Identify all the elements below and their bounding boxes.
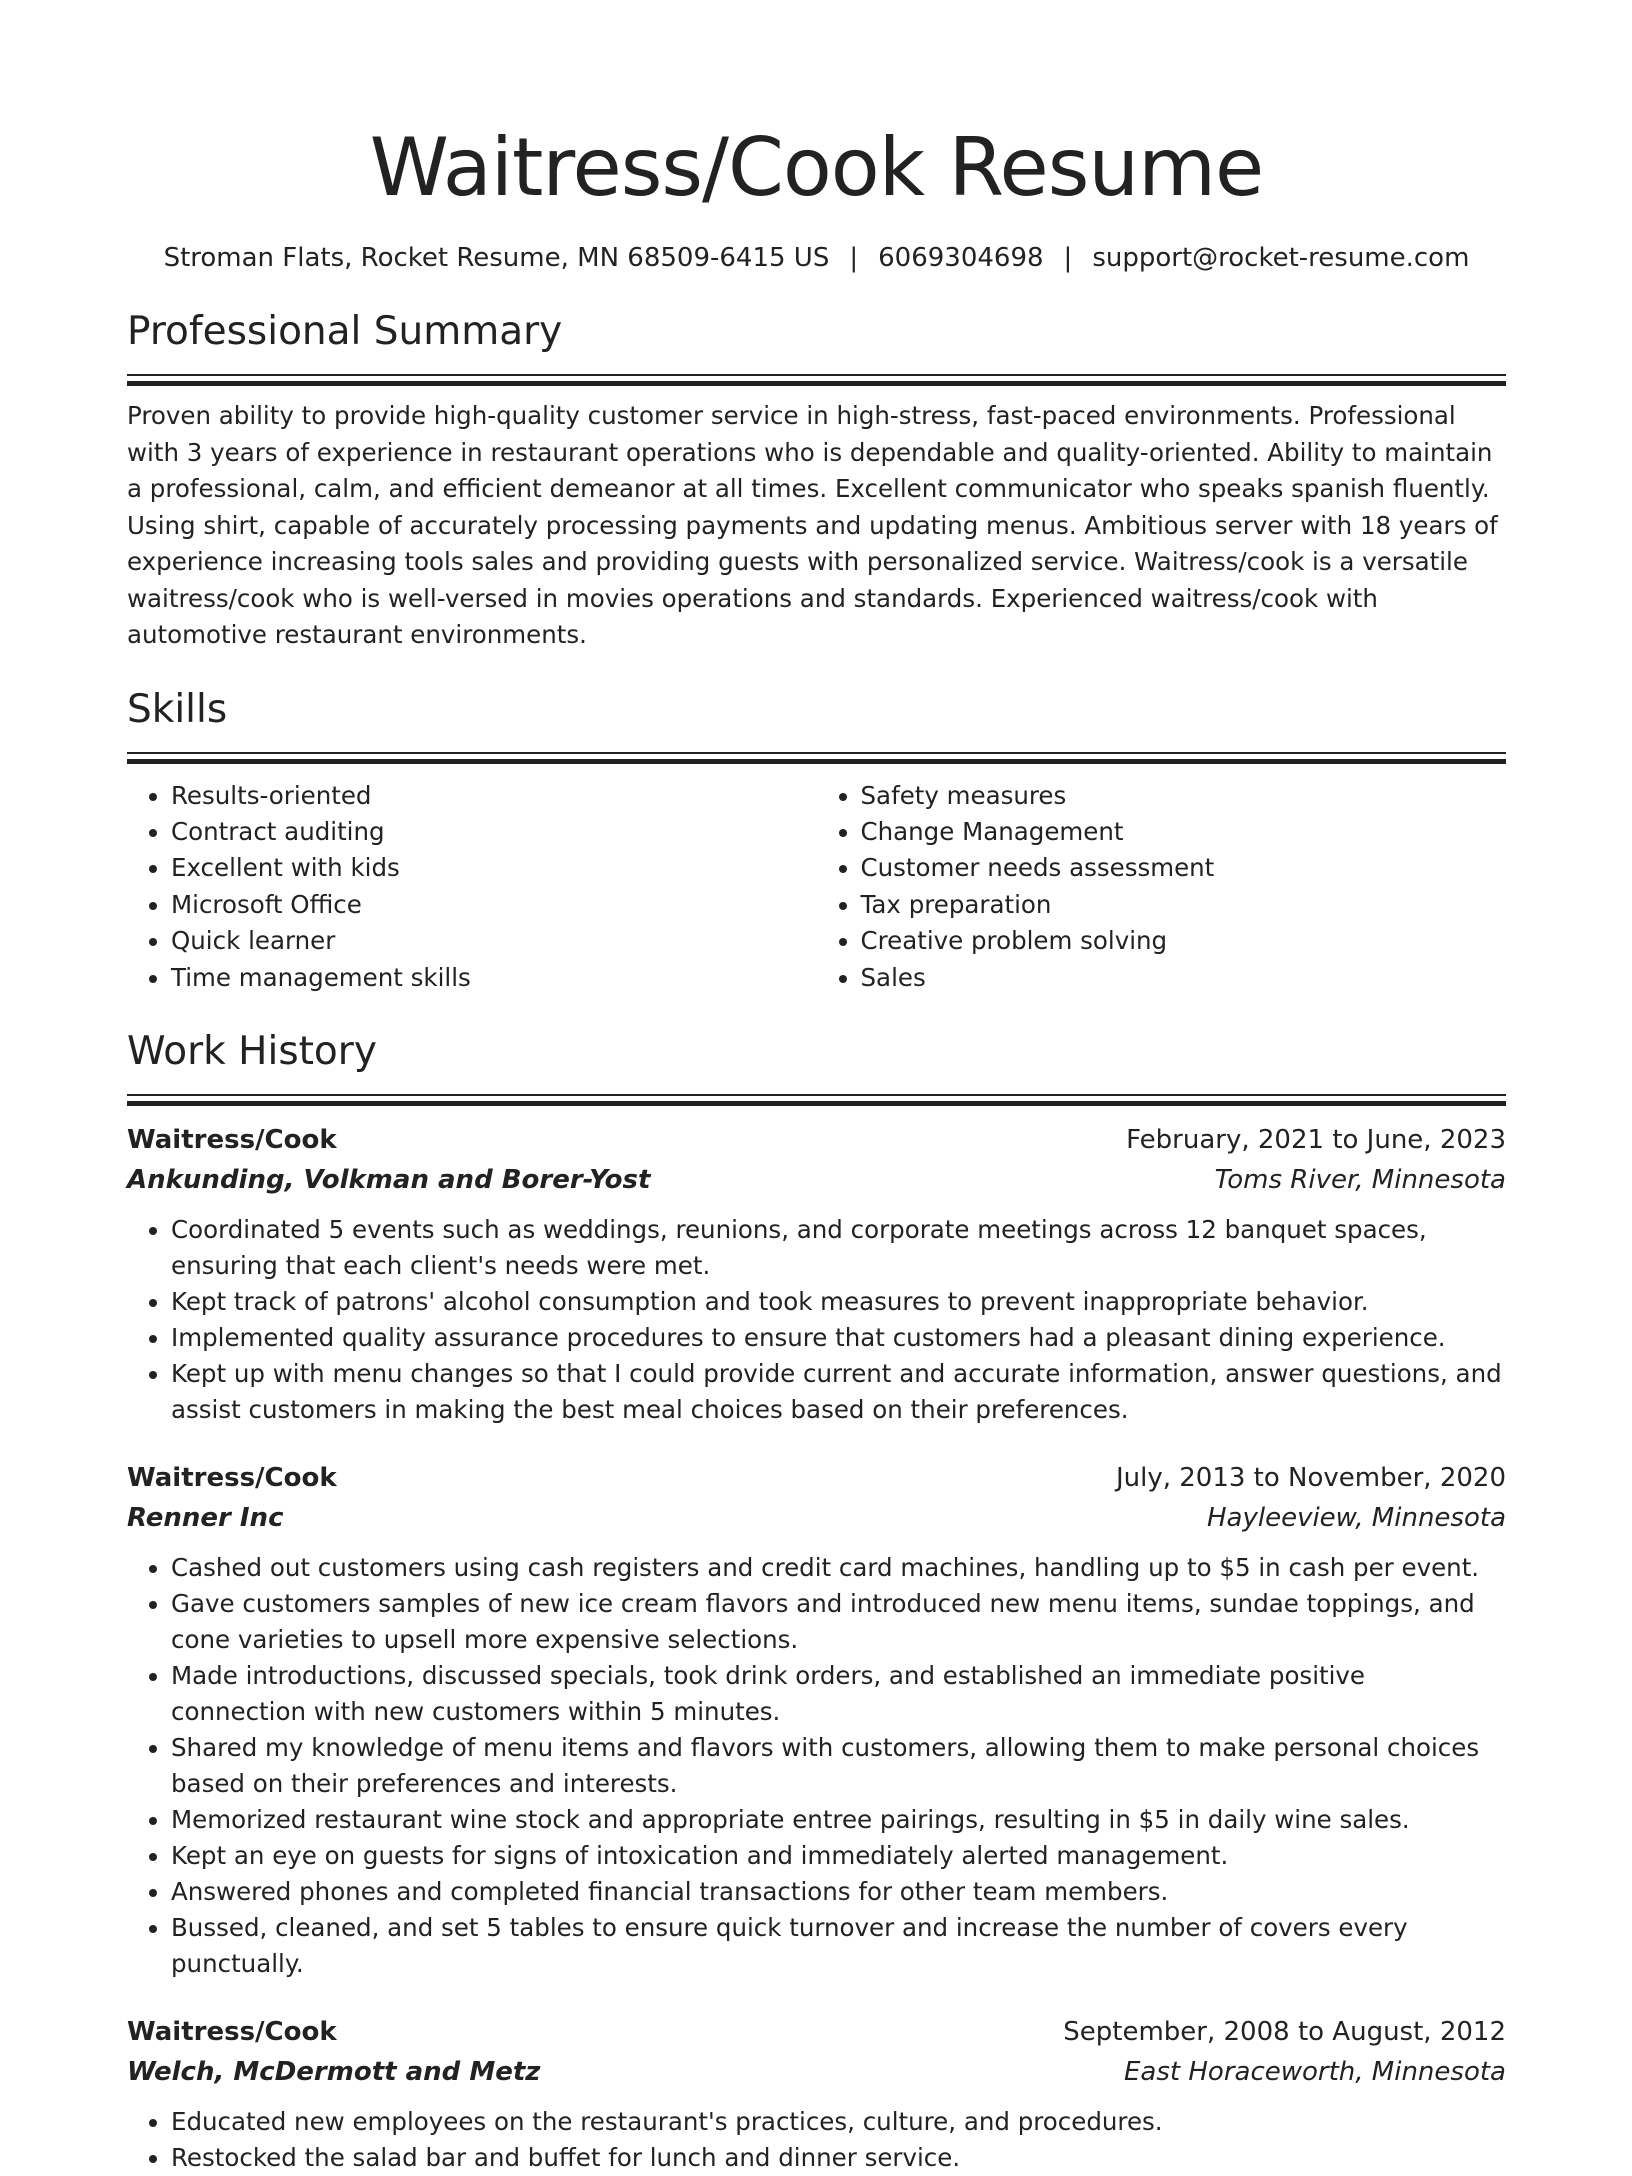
work-history-section: [127, 1026, 1506, 2176]
contact-address: Stroman Flats, Rocket Resume, MN 68509-6415 US: [163, 243, 830, 273]
skill-item: • Time management skills: [171, 960, 817, 996]
skill-item: • Creative problem solving: [861, 923, 1507, 959]
job-bullet: • Gave customers samples of new ice cream flavors and introduced new menu items, sundae toppings, and cone varieties to upsell more expensive selections.: [171, 1586, 1506, 1658]
job-title: Waitress/Cook: [127, 2016, 337, 2047]
summary-paragraph: Proven ability to provide high-quality customer service in high-stress, fast-paced environments. Professional with 3 years of experience in restaurant operations who is dependable and quality-oriented. Ability to maintain a professional, calm, and efficient demeanor at all times. Excellent communicator who speaks spanish fluently. Using shirt, capable of accurately processing payments and updating menus. Ambitious server with 18 years of experience increasing tools sales and providing guests with personalized service. Waitress/cook is a versatile waitress/cook who is well-versed in movies operations and standards. Experienced waitress/cook with automotive restaurant environments.: [127, 401, 1498, 649]
job-entry: [127, 2012, 1506, 2176]
job-bullet: • Answered phones and completed financial transactions for other team members.: [171, 1874, 1506, 1910]
job-bullet: • Educated new employees on the restaurant's practices, culture, and procedures.: [171, 2104, 1506, 2140]
job-bullet: • Kept track of patrons' alcohol consumption and took measures to prevent inappropriate behavior.: [171, 1284, 1506, 1320]
section-heading-work-history: Work History: [127, 1028, 377, 1074]
job-entry: [127, 1120, 1506, 1428]
job-dates: September, 2008 to August, 2012: [1063, 2016, 1506, 2047]
skill-item: • Change Management: [861, 814, 1507, 850]
job-location: Toms River, Minnesota: [1214, 1164, 1506, 1195]
skills-section: [127, 684, 1506, 996]
job-entry: [127, 1458, 1506, 1982]
resume-title: Waitress/Cook Resume: [369, 121, 1264, 214]
job-dates: July, 2013 to November, 2020: [1115, 1462, 1506, 1493]
job-bullet-list: [127, 1212, 1506, 1428]
job-bullet: • Kept up with menu changes so that I could provide current and accurate information, answer questions, and assist customers in making the best meal choices based on their preferences.: [171, 1356, 1506, 1428]
job-bullet: • Implemented quality assurance procedures to ensure that customers had a pleasant dining experience.: [171, 1320, 1506, 1356]
skill-item: • Excellent with kids: [171, 850, 817, 886]
section-divider: [127, 1094, 1506, 1106]
job-bullet: • Coordinated 5 events such as weddings, reunions, and corporate meetings across 12 banquet spaces, ensuring that each client's needs were met.: [171, 1212, 1506, 1284]
contact-separator: |: [849, 243, 859, 273]
job-bullet: • Restocked the salad bar and buffet for lunch and dinner service.: [171, 2140, 1506, 2176]
job-location: East Horaceworth, Minnesota: [1124, 2056, 1506, 2087]
section-heading-summary: Professional Summary: [127, 309, 563, 354]
skill-item: • Quick learner: [171, 923, 817, 959]
section-divider: [127, 752, 1506, 764]
section-divider: [127, 374, 1506, 386]
contact-separator: |: [1063, 243, 1073, 273]
skill-item: • Sales: [861, 960, 1507, 996]
job-bullet: • Memorized restaurant wine stock and appropriate entree pairings, resulting in $5 in daily wine sales.: [171, 1802, 1506, 1838]
job-bullet: • Shared my knowledge of menu items and flavors with customers, allowing them to make personal choices based on their preferences and interests.: [171, 1730, 1506, 1802]
skills-grid: [127, 778, 1506, 996]
job-bullet-list: [127, 1550, 1506, 1982]
job-company: Renner Inc: [127, 1502, 284, 1533]
skills-list-left: [127, 778, 817, 996]
job-bullet: • Bussed, cleaned, and set 5 tables to ensure quick turnover and increase the number of covers every punctually.: [171, 1910, 1506, 1982]
job-location: Hayleeview, Minnesota: [1206, 1502, 1506, 1533]
skill-item: • Results-oriented: [171, 778, 817, 814]
skill-item: • Microsoft Office: [171, 887, 817, 923]
summary-section: [127, 306, 1506, 654]
job-bullet: • Kept an eye on guests for signs of intoxication and immediately alerted management.: [171, 1838, 1506, 1874]
skill-item: • Safety measures: [861, 778, 1507, 814]
section-heading-skills: Skills: [127, 686, 228, 732]
skills-list-right: [817, 778, 1507, 996]
job-dates: February, 2021 to June, 2023: [1126, 1124, 1506, 1155]
job-title: Waitress/Cook: [127, 1462, 337, 1493]
skill-item: • Customer needs assessment: [861, 850, 1507, 886]
job-bullet-list: [127, 2104, 1506, 2176]
job-bullet: • Cashed out customers using cash registers and credit card machines, handling up to $5 in cash per event.: [171, 1550, 1506, 1586]
job-company: Welch, McDermott and Metz: [127, 2056, 541, 2087]
job-bullet: • Made introductions, discussed specials, took drink orders, and established an immediate positive connection with new customers within 5 minutes.: [171, 1658, 1506, 1730]
contact-email: support@rocket-resume.com: [1092, 243, 1470, 273]
contact-line: [127, 240, 1506, 276]
job-title: Waitress/Cook: [127, 1124, 337, 1155]
job-company: Ankunding, Volkman and Borer-Yost: [127, 1164, 651, 1195]
skill-item: • Tax preparation: [861, 887, 1507, 923]
contact-phone: 6069304698: [878, 243, 1044, 273]
skill-item: • Contract auditing: [171, 814, 817, 850]
